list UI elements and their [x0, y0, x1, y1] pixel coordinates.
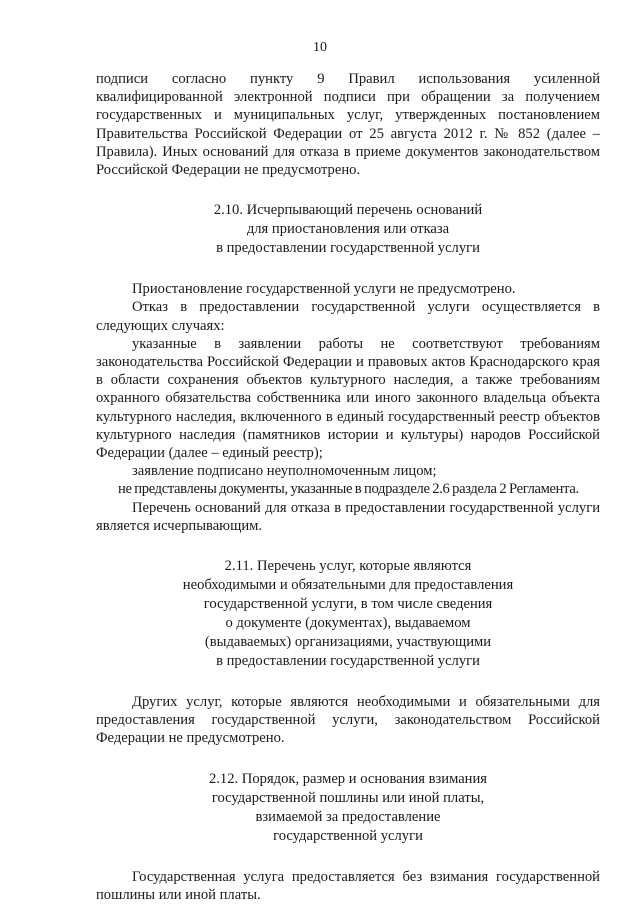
heading-line: необходимыми и обязательными для предоставления [182, 577, 514, 594]
heading-line: (выдаваемых) организациями, участвующими [204, 634, 492, 651]
section-2-10-paragraph: Приостановление государственной услуги не предусмотрено. [132, 281, 516, 298]
heading-line: для приостановления или отказа [246, 221, 450, 238]
heading-line: в предоставлении государственной услуги [216, 653, 480, 670]
heading-line: государственной услуги [273, 827, 423, 844]
heading-line: в предоставлении государственной услуги [216, 240, 480, 257]
section-2-10-paragraph: указанные в заявлении работы не соответствуют требованиям законодательства Российской Федерации и правовых актов Краснодарского края в области сохранения объектов культурного наследия, а также требованиям охранного обязательства собственника или иного законного владельца объекта культурного наследия, включенного в единый государственный реестр объектов культурного наследия (памятников истории и культуры) народов Российской Федерации (далее – единый реестр); [96, 335, 600, 462]
heading-line: о документе (документах), выдаваемом [225, 615, 471, 632]
section-2-11-heading [96, 557, 600, 671]
page-number: 10 [313, 40, 327, 55]
heading-line: 2.10. Исчерпывающий перечень оснований [213, 202, 483, 219]
opening-paragraph: подписи согласно пункту 9 Правил использования усиленной квалифицированной электронной подписи при обращении за получением государственных и муниципальных услуг, утвержденных постановлением Правительства Российской Федерации от 25 августа 2012 г. № 852 (далее – Правила). Иных оснований для отказа в приеме документов законодательством Российской Федерации не предусмотрено. [96, 71, 600, 179]
section-2-10-heading [96, 201, 600, 258]
section-2-11-paragraph: Других услуг, которые являются необходимыми и обязательными для предоставления государственной услуги, законодательством Российской Федерации не предусмотрено. [96, 694, 600, 747]
section-2-10-paragraph: не представлены документы, указанные в подразделе 2.6 раздела 2 Регламента. [118, 481, 579, 498]
section-2-10-paragraph: Перечень оснований для отказа в предоставлении государственной услуги является исчерпывающим. [96, 499, 600, 534]
section-2-12-paragraph: Государственная услуга предоставляется без взимания государственной пошлины или иной платы. [96, 868, 600, 903]
page-content [96, 70, 600, 904]
heading-line: взимаемой за предоставление [255, 808, 441, 825]
heading-line: 2.11. Перечень услуг, которые являются [224, 558, 472, 575]
section-2-12-heading [96, 770, 600, 846]
heading-line: государственной пошлины или иной платы, [211, 789, 485, 806]
section-2-10-paragraph: Отказ в предоставлении государственной услуги осуществляется в следующих случаях: [96, 299, 600, 334]
section-2-10-paragraph: заявление подписано неуполномоченным лицом; [132, 463, 437, 480]
heading-line: государственной услуги, в том числе сведения [203, 596, 493, 613]
heading-line: 2.12. Порядок, размер и основания взимания [208, 770, 488, 787]
